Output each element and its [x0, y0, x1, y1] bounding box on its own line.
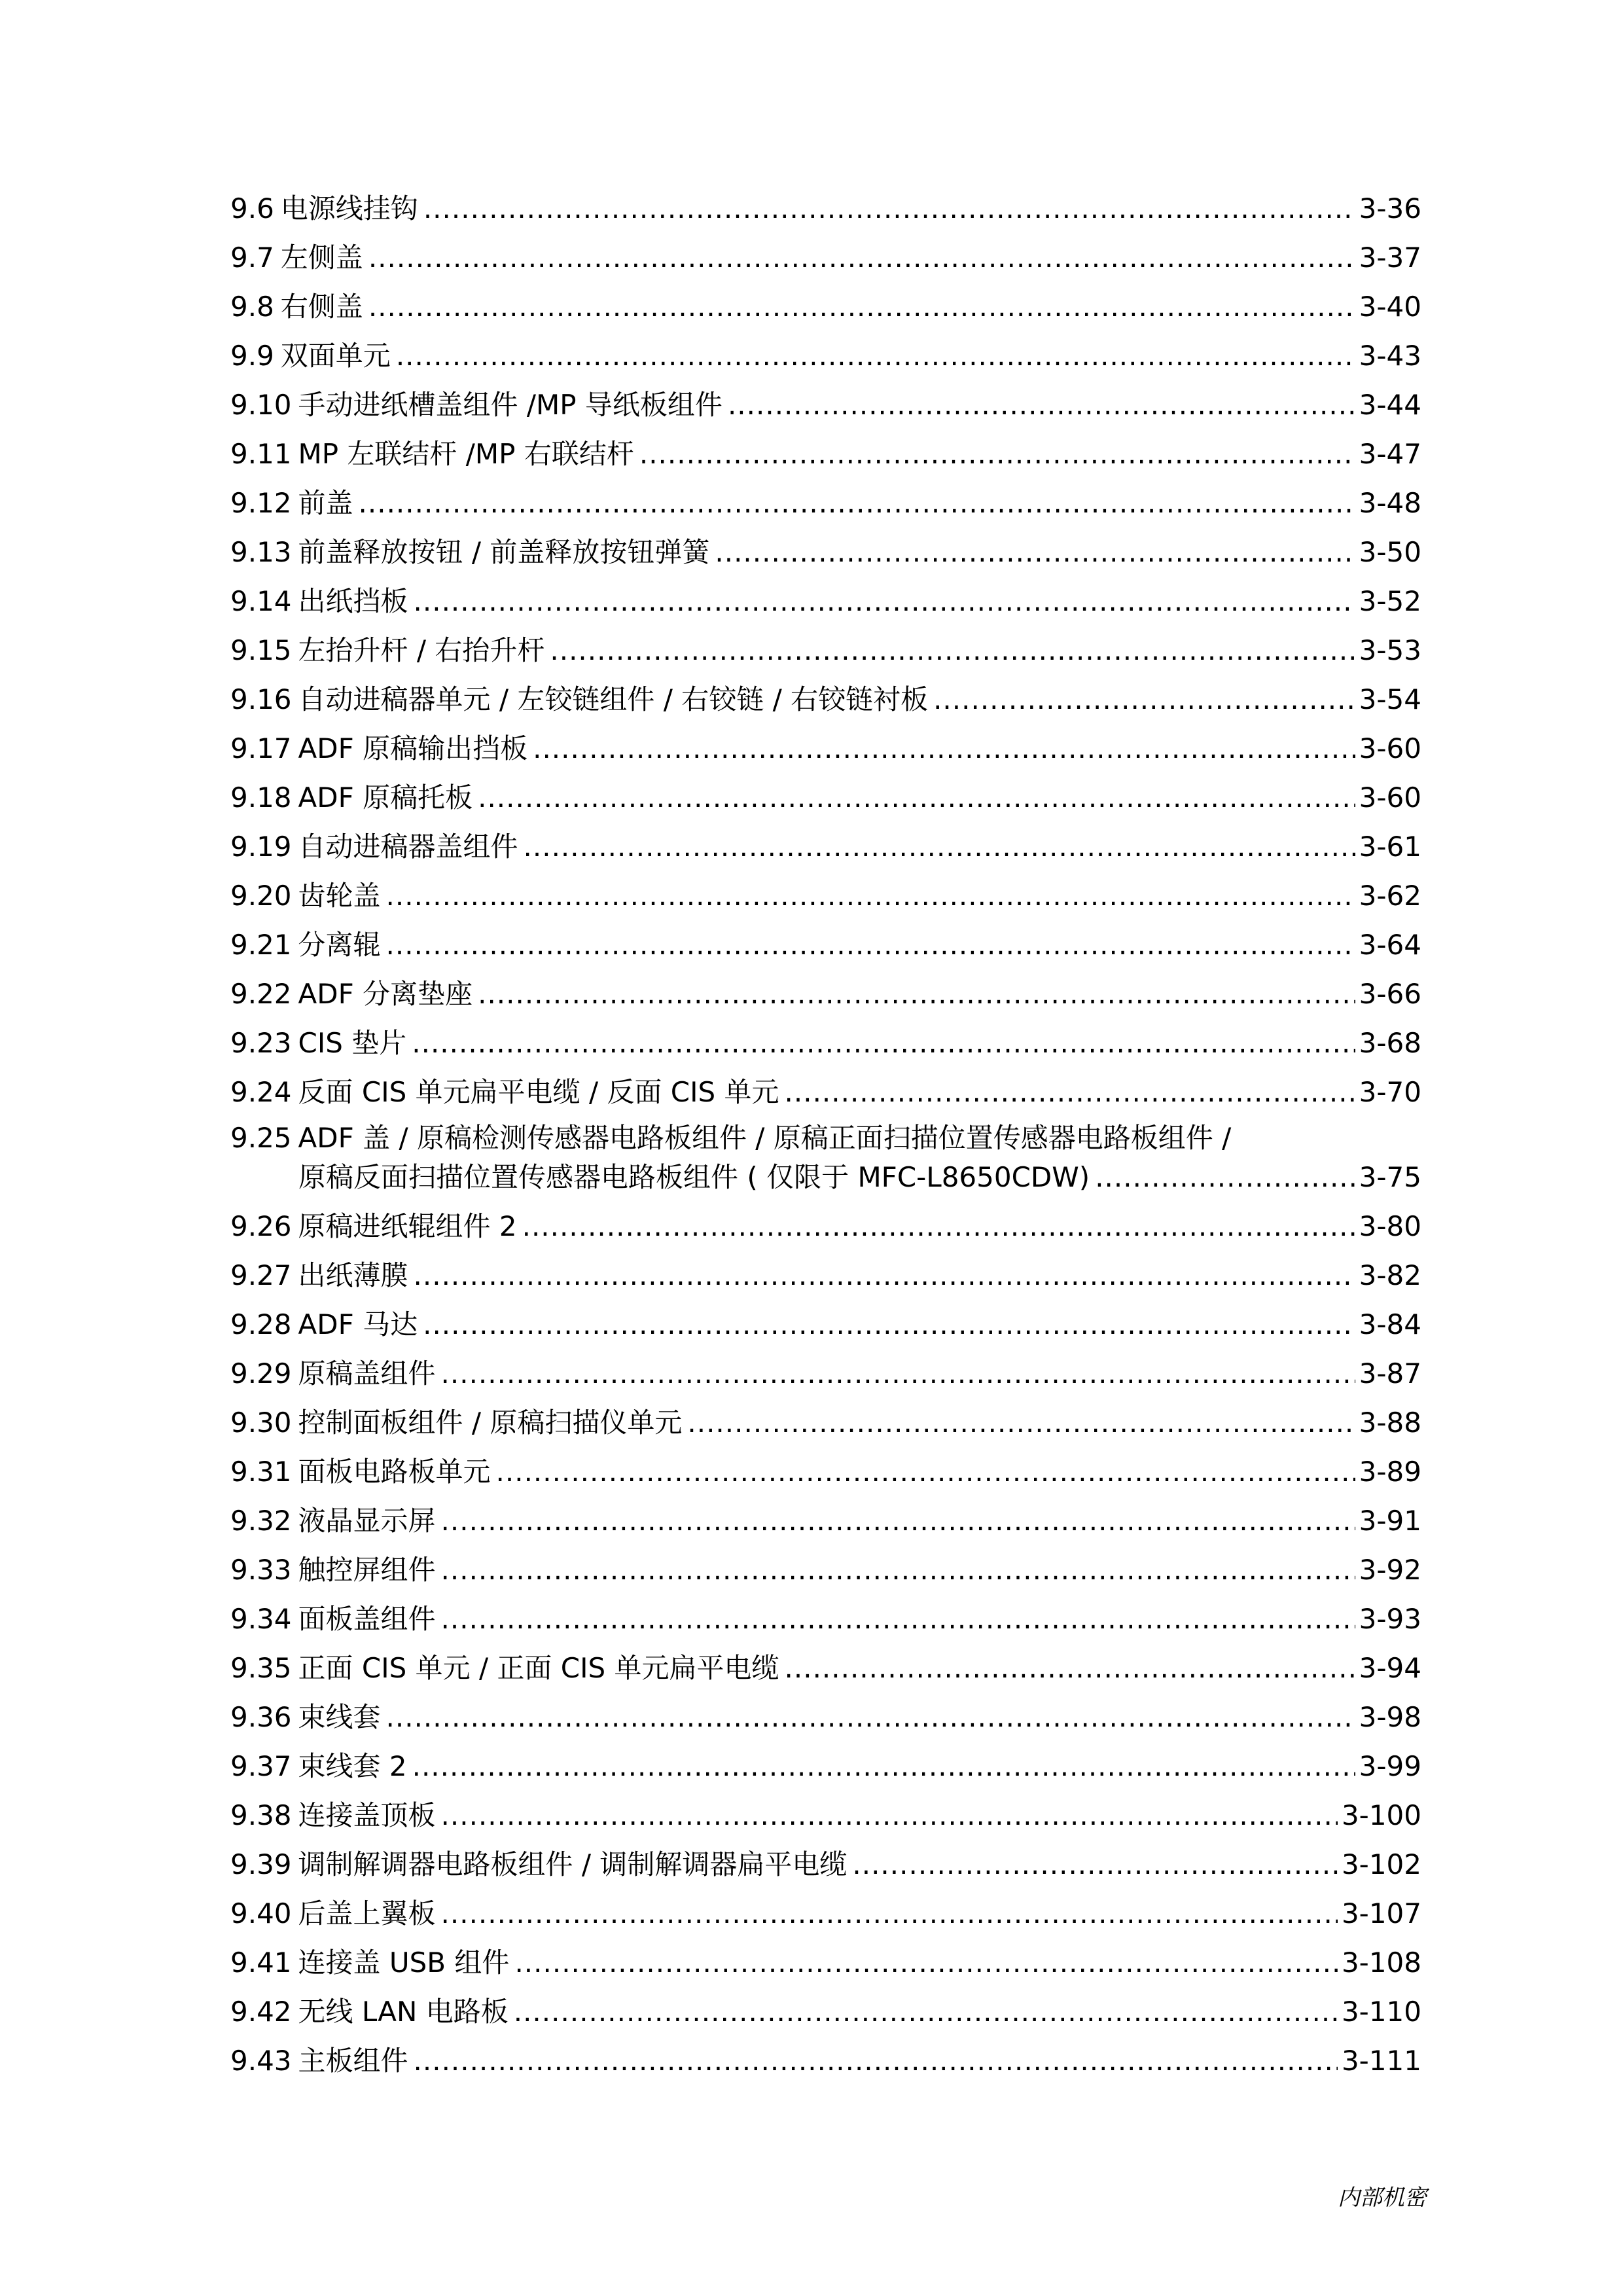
toc-entry[interactable]: [230, 1244, 1421, 1293]
toc-entry-page: 3-92: [1359, 1554, 1421, 1586]
toc-entry-number: 9.16: [230, 683, 292, 715]
toc-entry[interactable]: [230, 275, 1421, 324]
dot-leader: [715, 535, 1355, 569]
toc-entry-number: 9.41: [230, 1946, 292, 1979]
toc-entry-title: 出纸薄膜: [298, 1259, 408, 1291]
toc-entry-title: 手动进纸槽盖组件 /MP 导纸板组件: [298, 389, 722, 421]
toc-entry[interactable]: [230, 1489, 1421, 1538]
toc-entry-number: 9.18: [230, 781, 292, 814]
toc-entry-title: 调制解调器电路板组件 / 调制解调器扁平电缆: [298, 1848, 847, 1880]
dot-leader: [359, 486, 1355, 520]
dot-leader: [412, 1026, 1355, 1060]
dot-leader: [639, 437, 1355, 471]
toc-entry-title: 原稿进纸辊组件 2: [298, 1210, 517, 1242]
toc-entry[interactable]: [230, 520, 1421, 569]
toc-entry-title: 束线套: [298, 1701, 381, 1733]
dot-leader: [386, 928, 1355, 962]
toc-entry-number: 9.10: [230, 389, 292, 421]
toc-entry-number: 9.42: [230, 1996, 292, 2028]
dot-leader: [441, 1897, 1338, 1931]
dot-leader: [412, 1749, 1355, 1784]
toc-entry-title: 原稿盖组件: [298, 1357, 436, 1390]
toc-entry-number: 9.8: [230, 291, 274, 323]
toc-entry-title: 右侧盖: [280, 291, 363, 323]
toc-entry[interactable]: [230, 1293, 1421, 1342]
toc-entry-title: 触控屏组件: [298, 1554, 436, 1586]
toc-entry-page: 3-100: [1341, 1799, 1421, 1831]
toc-entry[interactable]: [230, 422, 1421, 471]
dot-leader: [687, 1406, 1355, 1440]
toc-entry-title: 束线套 2: [298, 1750, 407, 1782]
toc-entry-page: 3-40: [1359, 291, 1421, 323]
toc-entry[interactable]: [230, 1194, 1421, 1244]
dot-leader: [441, 1553, 1355, 1587]
toc-entry-page: 3-84: [1359, 1308, 1421, 1340]
toc-entry-number: 9.6: [230, 192, 274, 224]
toc-entry[interactable]: [230, 1784, 1421, 1833]
toc-entry-page: 3-36: [1359, 192, 1421, 224]
toc-entry-page: 3-61: [1359, 831, 1421, 863]
toc-entry[interactable]: [230, 864, 1421, 913]
dot-leader: [524, 830, 1355, 864]
toc-entry-title: 前盖释放按钮 / 前盖释放按钮弹簧: [298, 536, 710, 568]
toc-entry[interactable]: [230, 569, 1421, 619]
toc-entry-page: 3-91: [1359, 1505, 1421, 1537]
dot-leader: [423, 192, 1355, 226]
toc-entry-number: 9.13: [230, 536, 292, 568]
toc-entry[interactable]: [230, 766, 1421, 815]
dot-leader: [441, 1799, 1338, 1833]
toc-entry[interactable]: [230, 1685, 1421, 1734]
toc-entry-number: 9.39: [230, 1848, 292, 1880]
toc-entry-page: 3-99: [1359, 1750, 1421, 1782]
toc-entry-title: 连接盖顶板: [298, 1799, 436, 1831]
toc-entry-number: 9.15: [230, 634, 292, 666]
dot-leader: [414, 2044, 1338, 2078]
dot-leader: [728, 388, 1355, 422]
dot-leader: [514, 1946, 1338, 1980]
toc-entry-title: 无线 LAN 电路板: [298, 1996, 508, 2028]
toc-entry[interactable]: [230, 324, 1421, 373]
toc-entry-title: 左抬升杆 / 右抬升杆: [298, 634, 545, 666]
toc-entry[interactable]: [230, 1833, 1421, 1882]
toc-entry-number: 9.22: [230, 978, 292, 1010]
toc-entry-number: 9.40: [230, 1897, 292, 1929]
toc-entry-number: 9.43: [230, 2045, 292, 2077]
toc-entry-title-line-1: ADF 盖 / 原稿检测传感器电路板组件 / 原稿正面扫描位置传感器电路板组件 /: [298, 1122, 1232, 1154]
toc-entry-number: 9.30: [230, 1407, 292, 1439]
toc-entry-number: 9.34: [230, 1603, 292, 1635]
toc-entry[interactable]: [230, 1391, 1421, 1440]
toc-entry-number: 9.25: [230, 1122, 292, 1154]
toc-entry-line-1: [230, 1121, 1421, 1158]
toc-entry-title: 液晶显示屏: [298, 1505, 436, 1537]
toc-entry-page: 3-68: [1359, 1027, 1421, 1059]
toc-entry[interactable]: [230, 471, 1421, 520]
footer-confidential-label: 内部机密: [1338, 2185, 1427, 2211]
toc-entry-number: 9.27: [230, 1259, 292, 1291]
table-of-contents: [230, 177, 1421, 2078]
toc-entry-page: 3-62: [1359, 880, 1421, 912]
dot-leader: [414, 584, 1355, 619]
dot-leader: [550, 634, 1355, 668]
toc-entry-title: 正面 CIS 单元 / 正面 CIS 单元扁平电缆: [298, 1652, 779, 1684]
toc-entry-title: ADF 分离垫座: [298, 978, 473, 1010]
toc-entry-line-2: [230, 1158, 1421, 1194]
toc-entry-number: 9.24: [230, 1076, 292, 1108]
toc-entry-page: 3-60: [1359, 732, 1421, 764]
toc-entry-page: 3-80: [1359, 1210, 1421, 1242]
dot-leader: [386, 1700, 1355, 1734]
toc-entry[interactable]: [230, 2029, 1421, 2078]
toc-entry-title: 齿轮盖: [298, 880, 381, 912]
toc-entry[interactable]: [230, 1011, 1421, 1060]
toc-entry-title: 控制面板组件 / 原稿扫描仪单元: [298, 1407, 683, 1439]
dot-leader: [852, 1848, 1338, 1882]
dot-leader: [386, 879, 1355, 913]
toc-entry-title: 面板盖组件: [298, 1603, 436, 1635]
toc-entry-page: 3-98: [1359, 1701, 1421, 1733]
toc-entry-title: 自动进稿器单元 / 左铰链组件 / 右铰链 / 右铰链衬板: [298, 683, 929, 715]
dot-leader: [533, 732, 1355, 766]
toc-entry-page: 3-64: [1359, 929, 1421, 961]
dot-leader: [1095, 1160, 1355, 1194]
toc-entry-page: 3-94: [1359, 1652, 1421, 1684]
toc-entry-title-line-2: 原稿反面扫描位置传感器电路板组件 ( 仅限于 MFC-L8650CDW): [298, 1161, 1090, 1193]
dot-leader: [396, 339, 1355, 373]
toc-part-1: [230, 177, 1421, 1109]
toc-entry-title: 后盖上翼板: [298, 1897, 436, 1929]
dot-leader: [785, 1075, 1355, 1109]
dot-leader: [368, 290, 1355, 324]
toc-entry[interactable]: [230, 1734, 1421, 1784]
toc-entry-page: 3-87: [1359, 1357, 1421, 1390]
toc-entry-number: 9.12: [230, 487, 292, 519]
toc-entry-number: 9.33: [230, 1554, 292, 1586]
toc-entry[interactable]: [230, 815, 1421, 864]
dot-leader: [478, 781, 1355, 815]
dot-leader: [368, 241, 1355, 275]
toc-entry-page: 3-102: [1341, 1848, 1421, 1880]
toc-entry-number: 9.23: [230, 1027, 292, 1059]
toc-entry-title: 出纸挡板: [298, 585, 408, 617]
toc-entry-title: CIS 垫片: [298, 1027, 407, 1059]
toc-entry-number: 9.14: [230, 585, 292, 617]
toc-entry-page: 3-89: [1359, 1456, 1421, 1488]
dot-leader: [441, 1504, 1355, 1538]
toc-entry-page: 3-66: [1359, 978, 1421, 1010]
toc-entry-number: 9.17: [230, 732, 292, 764]
toc-entry[interactable]: [230, 619, 1421, 668]
toc-entry-number: 9.38: [230, 1799, 292, 1831]
toc-entry[interactable]: [230, 177, 1421, 226]
toc-entry-number: 9.26: [230, 1210, 292, 1242]
toc-entry[interactable]: [230, 1931, 1421, 1980]
toc-entry-title: 电源线挂钩: [280, 192, 418, 224]
toc-entry[interactable]: [230, 1538, 1421, 1587]
dot-leader: [441, 1357, 1355, 1391]
toc-entry[interactable]: [230, 717, 1421, 766]
dot-leader: [423, 1308, 1355, 1342]
dot-leader: [441, 1602, 1355, 1636]
toc-entry-9-25[interactable]: [230, 1109, 1421, 1194]
toc-entry-title: 反面 CIS 单元扁平电缆 / 反面 CIS 单元: [298, 1076, 779, 1108]
toc-entry-title: ADF 原稿托板: [298, 781, 473, 814]
toc-entry[interactable]: [230, 373, 1421, 422]
toc-entry-title: 自动进稿器盖组件: [298, 831, 518, 863]
toc-entry-title: 主板组件: [298, 2045, 408, 2077]
toc-entry[interactable]: [230, 1587, 1421, 1636]
toc-entry-title: ADF 马达: [298, 1308, 418, 1340]
toc-entry-title: 连接盖 USB 组件: [298, 1946, 510, 1979]
toc-entry-page: 3-108: [1341, 1946, 1421, 1979]
dot-leader: [785, 1651, 1355, 1685]
toc-entry-title: 双面单元: [280, 340, 391, 372]
toc-entry-number: 9.31: [230, 1456, 292, 1488]
toc-entry-title: MP 左联结杆 /MP 右联结杆: [298, 438, 634, 470]
toc-entry-number: 9.35: [230, 1652, 292, 1684]
toc-part-2: [230, 1194, 1421, 2078]
dot-leader: [414, 1259, 1355, 1293]
toc-entry-page: 3-52: [1359, 585, 1421, 617]
toc-entry-number: 9.28: [230, 1308, 292, 1340]
toc-entry-page: 3-111: [1341, 2045, 1421, 2077]
toc-entry-number: 9.19: [230, 831, 292, 863]
toc-entry[interactable]: [230, 962, 1421, 1011]
dot-leader: [478, 977, 1355, 1011]
toc-entry-page: 3-88: [1359, 1407, 1421, 1439]
toc-entry-number: 9.29: [230, 1357, 292, 1390]
toc-entry[interactable]: [230, 668, 1421, 717]
toc-entry[interactable]: [230, 1060, 1421, 1109]
toc-entry-page: 3-37: [1359, 242, 1421, 274]
toc-entry[interactable]: [230, 226, 1421, 275]
toc-entry-page: 3-93: [1359, 1603, 1421, 1635]
toc-entry-page: 3-110: [1341, 1996, 1421, 2028]
toc-entry-page: 3-107: [1341, 1897, 1421, 1929]
toc-entry[interactable]: [230, 1980, 1421, 2029]
toc-entry[interactable]: [230, 1636, 1421, 1685]
toc-entry-title: 左侧盖: [280, 242, 363, 274]
toc-entry-page: 3-44: [1359, 389, 1421, 421]
toc-entry[interactable]: [230, 1342, 1421, 1391]
toc-entry-number: 9.21: [230, 929, 292, 961]
toc-entry[interactable]: [230, 1882, 1421, 1931]
toc-entry-number: 9.20: [230, 880, 292, 912]
toc-entry-number: 9.9: [230, 340, 274, 372]
toc-entry-page: 3-75: [1359, 1161, 1421, 1193]
toc-entry-page: 3-50: [1359, 536, 1421, 568]
toc-entry-number: 9.11: [230, 438, 292, 470]
toc-entry[interactable]: [230, 913, 1421, 962]
toc-entry-title: ADF 原稿输出挡板: [298, 732, 528, 764]
dot-leader: [933, 683, 1355, 717]
toc-entry-title: 前盖: [298, 487, 353, 519]
toc-entry-page: 3-48: [1359, 487, 1421, 519]
toc-entry-page: 3-70: [1359, 1076, 1421, 1108]
dot-leader: [514, 1995, 1338, 2029]
toc-entry-title: 面板电路板单元: [298, 1456, 491, 1488]
toc-entry[interactable]: [230, 1440, 1421, 1489]
toc-entry-page: 3-54: [1359, 683, 1421, 715]
dot-leader: [496, 1455, 1355, 1489]
toc-entry-number: 9.32: [230, 1505, 292, 1537]
toc-entry-page: 3-43: [1359, 340, 1421, 372]
dot-leader: [522, 1210, 1355, 1244]
toc-multiline-entry: [230, 1109, 1421, 1194]
toc-entry-number: 9.37: [230, 1750, 292, 1782]
toc-entry-title: 分离辊: [298, 929, 381, 961]
toc-entry-page: 3-60: [1359, 781, 1421, 814]
toc-entry-page: 3-82: [1359, 1259, 1421, 1291]
toc-entry-page: 3-53: [1359, 634, 1421, 666]
toc-entry-number: 9.36: [230, 1701, 292, 1733]
toc-entry-page: 3-47: [1359, 438, 1421, 470]
toc-entry-number: 9.7: [230, 242, 274, 274]
